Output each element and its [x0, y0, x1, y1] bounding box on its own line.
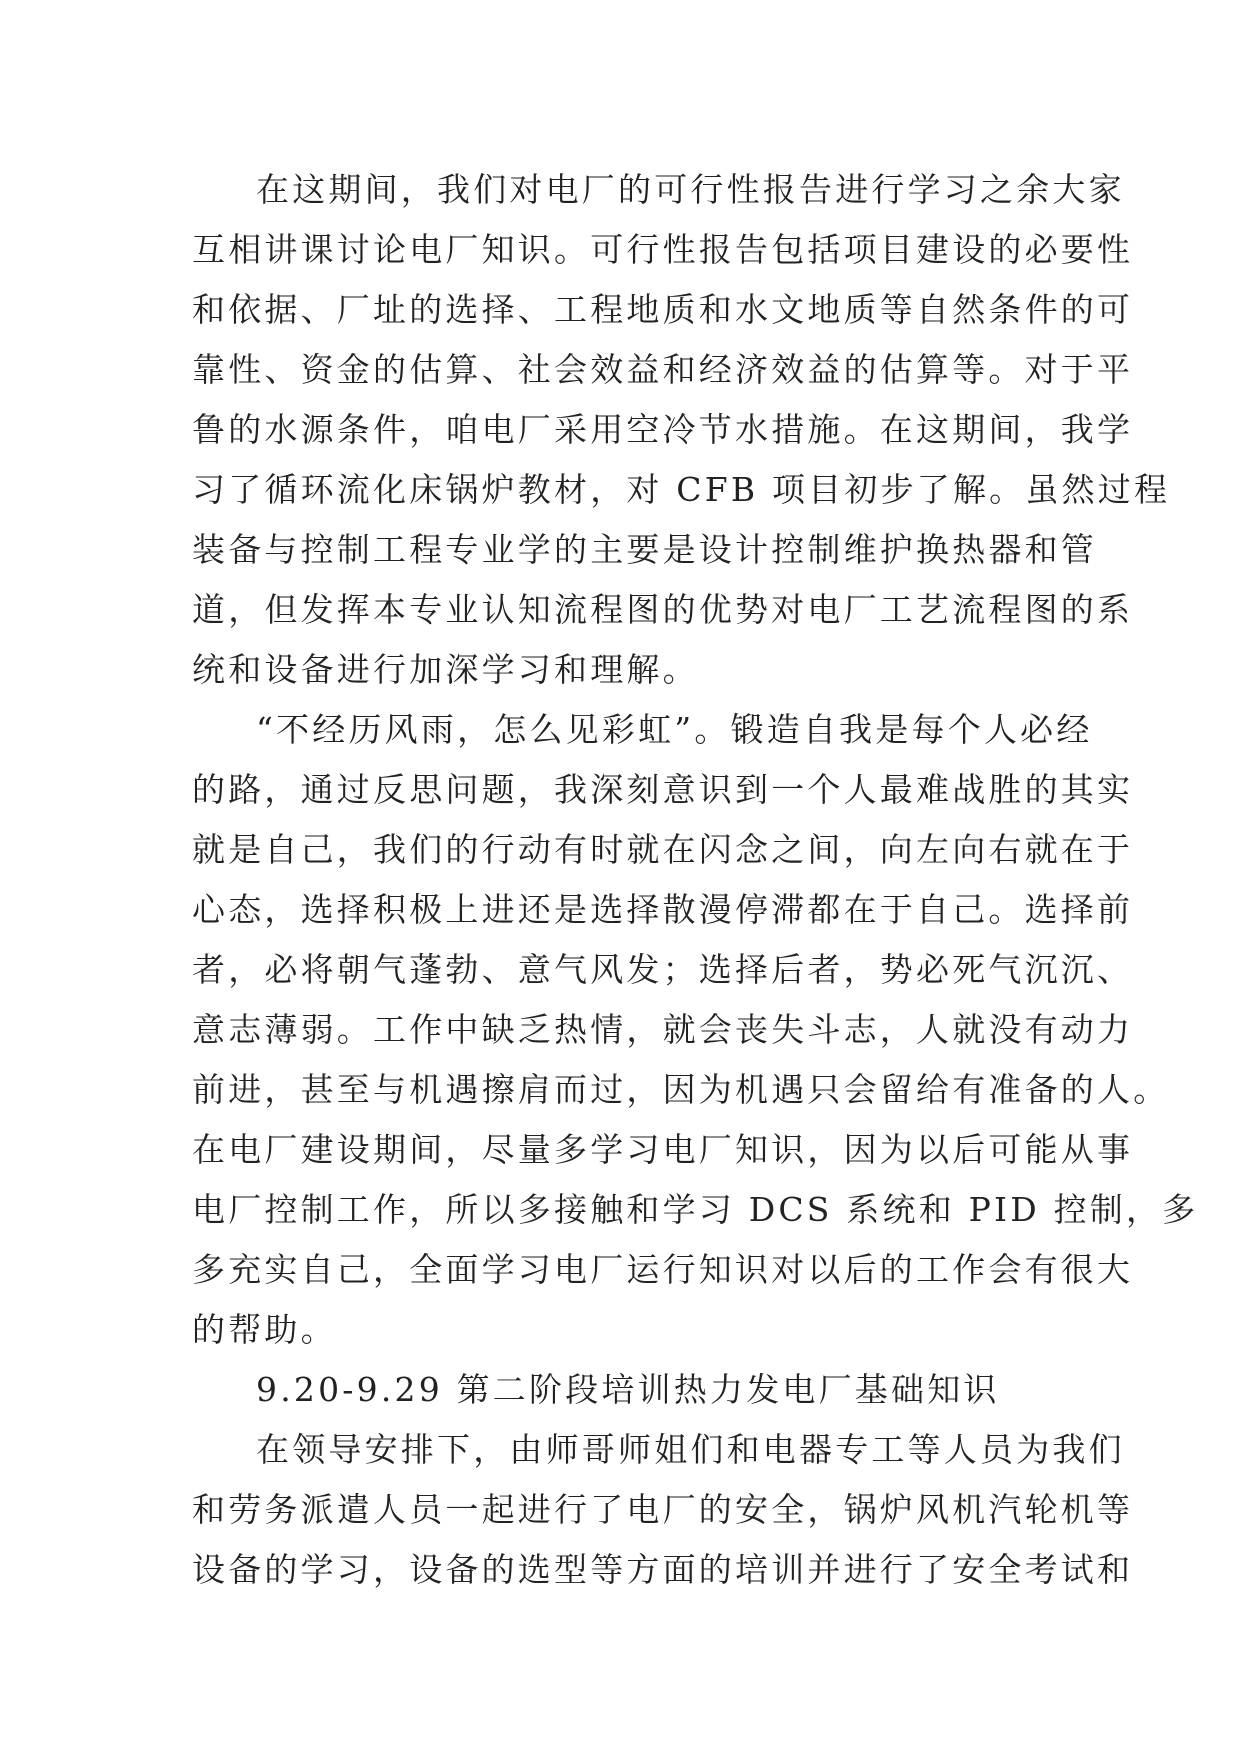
paragraph-line: 习了循环流化床锅炉教材，对 CFB 项目初步了解。虽然过程: [192, 470, 1171, 509]
paragraph-line: 多充实自己，全面学习电厂运行知识对以后的工作会有很大: [192, 1250, 1134, 1289]
paragraph-line: 在电厂建设期间，尽量多学习电厂知识，因为以后可能从事: [192, 1130, 1134, 1169]
paragraph-line: 统和设备进行加深学习和理解。: [192, 650, 699, 689]
paragraph-line: 和劳务派遣人员一起进行了电厂的安全，锅炉风机汽轮机等: [192, 1490, 1134, 1529]
paragraph-line: 和依据、厂址的选择、工程地质和水文地质等自然条件的可: [192, 290, 1134, 329]
paragraph-line: 鲁的水源条件，咱电厂采用空冷节水措施。在这期间，我学: [192, 410, 1134, 449]
paragraph-line: 互相讲课讨论电厂知识。可行性报告包括项目建设的必要性: [192, 230, 1134, 269]
section-heading: 9.20-9.29 第二阶段培训热力发电厂基础知识: [256, 1370, 1000, 1409]
paragraph-line: 的路，通过反思问题，我深刻意识到一个人最难战胜的其实: [192, 770, 1134, 809]
paragraph-line: 者，必将朝气蓬勃、意气风发；选择后者，势必死气沉沉、: [192, 950, 1134, 989]
paragraph-line: “不经历风雨，怎么见彩虹”。锻造自我是每个人必经: [256, 710, 1093, 749]
paragraph-line: 道，但发挥本专业认知流程图的优势对电厂工艺流程图的系: [192, 590, 1134, 629]
body-text: [192, 160, 1199, 1600]
paragraph-line: 前进，甚至与机遇擦肩而过，因为机遇只会留给有准备的人。: [192, 1070, 1170, 1109]
paragraph-line: 靠性、资金的估算、社会效益和经济效益的估算等。对于平: [192, 350, 1134, 389]
paragraph-line: 在领导安排下，由师哥师姐们和电器专工等人员为我们: [256, 1430, 1125, 1469]
paragraph-line: 装备与控制工程专业学的主要是设计控制维护换热器和管: [192, 530, 1097, 569]
paragraph-line: 设备的学习，设备的选型等方面的培训并进行了安全考试和: [192, 1550, 1134, 1589]
paragraph-line: 的帮助。: [192, 1310, 337, 1349]
paragraph-line: 意志薄弱。工作中缺乏热情，就会丧失斗志，人就没有动力: [192, 1010, 1134, 1049]
paragraph-line: 就是自己，我们的行动有时就在闪念之间，向左向右就在于: [192, 830, 1134, 869]
paragraph-line: 电厂控制工作，所以多接触和学习 DCS 系统和 PID 控制，多: [192, 1190, 1199, 1229]
paragraph-line: 心态，选择积极上进还是选择散漫停滞都在于自己。选择前: [192, 890, 1134, 929]
paragraph-line: 在这期间，我们对电厂的可行性报告进行学习之余大家: [256, 170, 1125, 209]
